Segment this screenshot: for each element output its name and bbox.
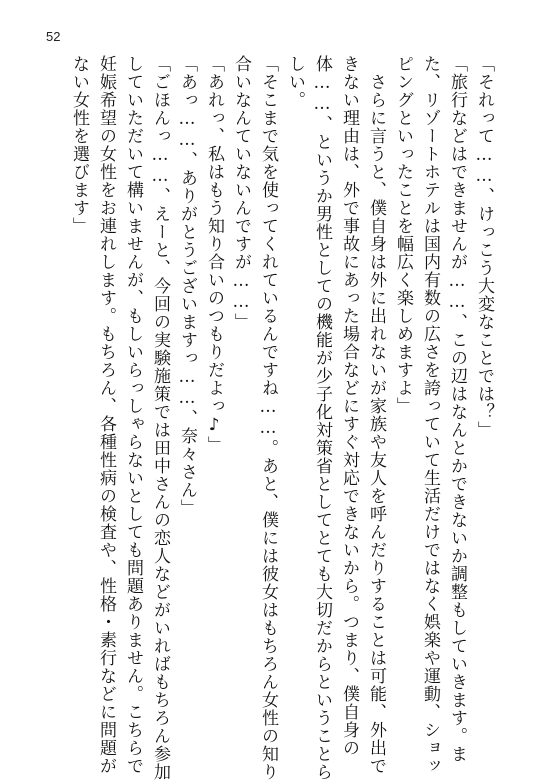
novel-text-block bbox=[65, 55, 497, 781]
text-line: しい。 bbox=[285, 55, 305, 109]
text-line: きない理由は、外で事故にあった場合などにすぐ対応できないから。つまり、僕自身の bbox=[339, 55, 359, 757]
text-line: さらに言うと、僕自身は外に出れないが家族や友人を呼んだりすることは可能、外出で bbox=[366, 55, 386, 775]
text-line: 「あれっ、私はもう知り合いのつもりだよっ♪」 bbox=[204, 55, 224, 454]
text-line: 「あっ……、ありがとうございますっ……、奈々さん」 bbox=[177, 55, 197, 517]
page-number: 52 bbox=[46, 29, 61, 44]
text-line: 「そこまで気を使ってくれているんですね……。あと、僕には彼女はもちろん女性の知り bbox=[258, 55, 278, 781]
text-line: ピングといったことを幅広く楽しめますよ」 bbox=[393, 55, 413, 415]
text-line: 「ごほんっ……、えーと、今回の実験施策では田中さんの恋人などがいればもちろん参加 bbox=[150, 55, 170, 781]
text-line: 「旅行などはできませんが……、この辺はなんとかできないか調整もしていきます。ま bbox=[447, 55, 467, 763]
text-line: ない女性を選びます」 bbox=[69, 55, 89, 235]
text-line: 体……、というか男性としての機能が少子化対策省としてとても大切だからということら bbox=[312, 55, 332, 781]
text-line: 「それって……、けっこう大変なことでは？」 bbox=[474, 55, 494, 439]
text-line: していただいて構いませんが、もしいらっしゃらないとしても問題ありません。こちらで bbox=[123, 55, 143, 775]
text-line: 妊娠希望の女性をお連れします。もちろん、各種性病の検査や、性格・素行などに問題が bbox=[96, 55, 116, 775]
text-line: た、リゾートホテルは国内有数の広さを誇っていて生活だけではなく娯楽や運動、ショッ bbox=[420, 55, 440, 775]
text-line: 合いなんていないんですが……」 bbox=[231, 55, 251, 331]
